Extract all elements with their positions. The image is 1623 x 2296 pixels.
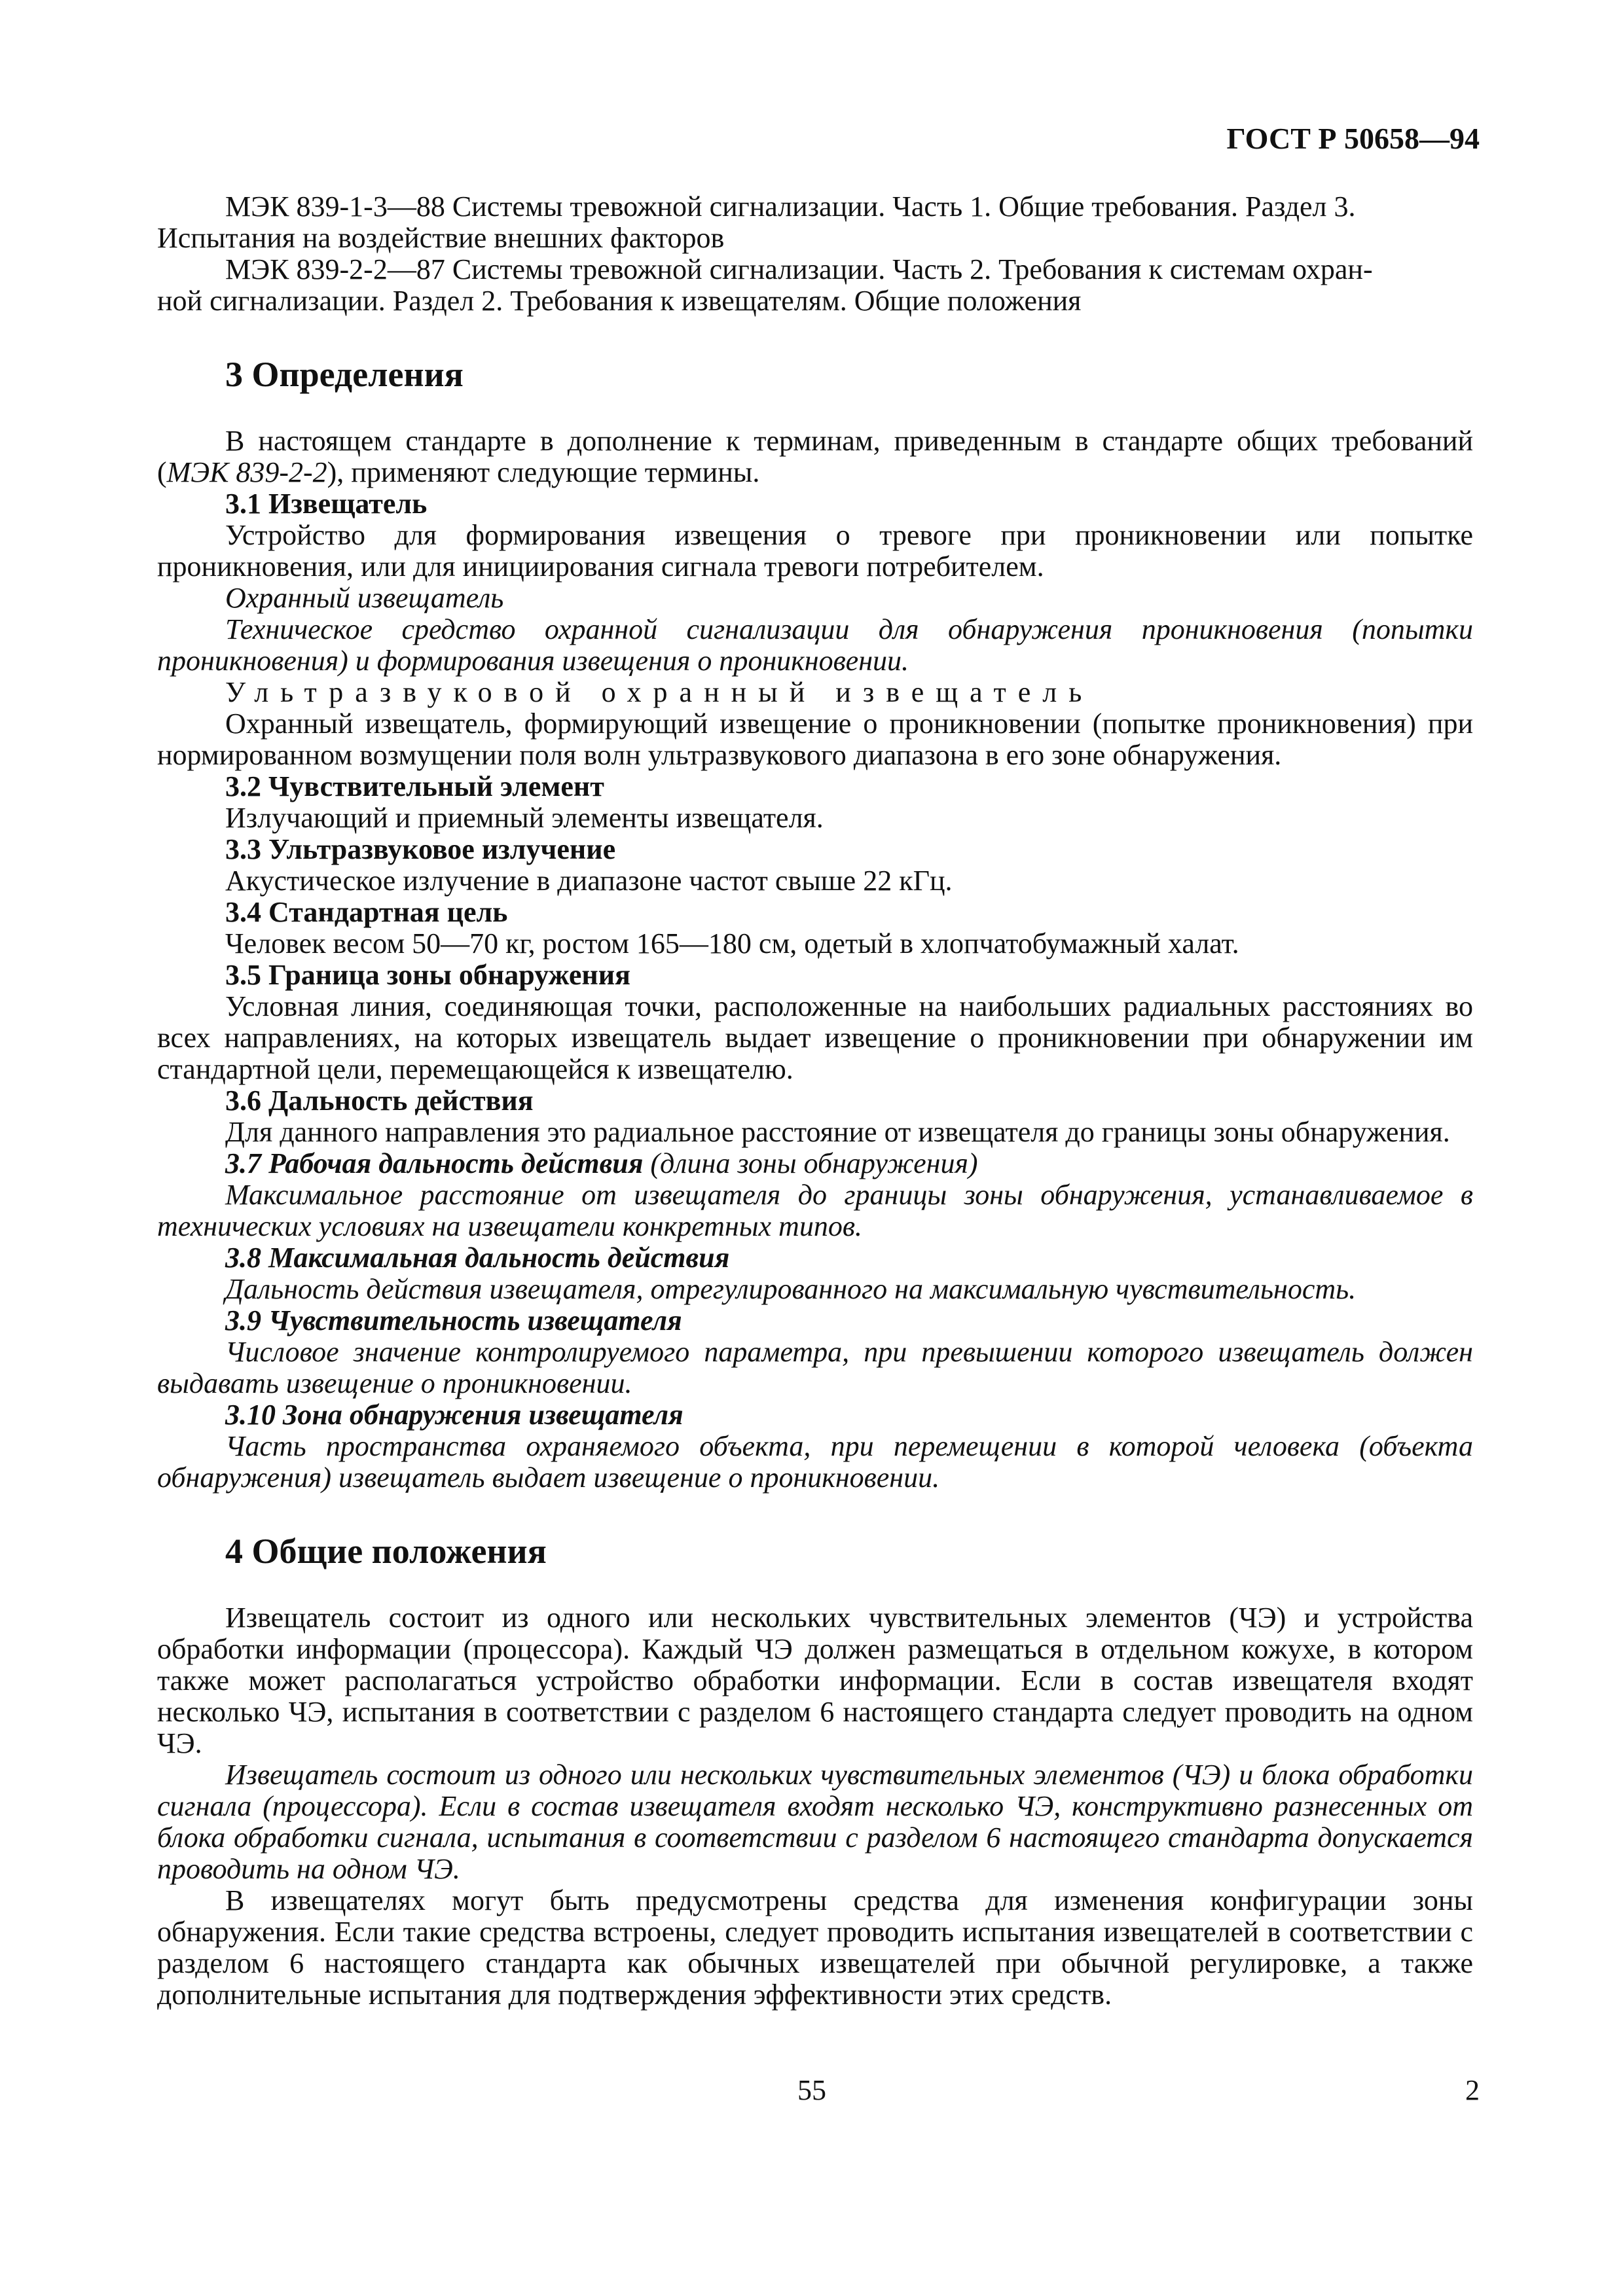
- term-3-1-sub-text: Техническое средство охранной сигнализации для обнаружения проникновения (попытки проникновения) и формирования извещения о проникновении.: [157, 613, 1473, 677]
- reference-2-line2: ной сигнализации. Раздел 2. Требования к извещателям. Общие положения: [157, 285, 1082, 317]
- term-3-1-title: 3.1 Извещатель: [225, 488, 428, 520]
- term-3-9-title: 3.9 Чувствительность извещателя: [225, 1304, 682, 1336]
- sheet-number: 2: [1465, 2074, 1480, 2106]
- page-body: [157, 191, 1473, 2011]
- term-3-4-title: 3.4 Стандартная цель: [225, 896, 508, 928]
- section-4-paragraph-3: В извещателях могут быть предусмотрены средства для изменения конфигурации зоны обнаружения. Если такие средства встроены, следует проводить испытания извещателей в соответствии с разделом 6 настоящего стандарта как обычных извещателей при обычной регулировке, а также дополнительные испытания для подтверждения эффективности этих средств.: [157, 1884, 1473, 2011]
- term-3-5-text: Условная линия, соединяющая точки, расположенные на наибольших радиальных расстояниях во всех направлениях, на которых извещатель выдает извещение о проникновении при обнаружении им стандартной цели, перемещающейся к извещателю.: [157, 990, 1473, 1085]
- term-3-10-text: Часть пространства охраняемого объекта, при перемещении в которой человека (объекта обнаружения) извещатель выдает извещение о проникновении.: [157, 1430, 1473, 1494]
- term-3-7-text: Максимальное расстояние от извещателя до границы зоны обнаружения, устанавливаемое в технических условиях на извещатели конкретных типов.: [157, 1179, 1473, 1242]
- page-number: 55: [797, 2074, 826, 2106]
- intro-reference: МЭК 839-2-2: [166, 456, 327, 488]
- section-4-paragraph-2: Извещатель состоит из одного или нескольких чувствительных элементов (ЧЭ) и блока обработки сигнала (процессора). Если в состав извещателя входят несколько ЧЭ, конструктивно разнесенных от блока обработки сигнала, испытания в соответствии с разделом 6 настоящего стандарта допускается проводить на одном ЧЭ.: [157, 1759, 1473, 1885]
- intro-text-a: В настоящем стандарте в дополнение к терминам, приведенным в стандарте общих требований (: [157, 425, 1473, 488]
- section-4-heading: 4 Общие положения: [225, 1532, 547, 1571]
- term-3-7-title: 3.7 Рабочая дальность действия: [225, 1147, 644, 1179]
- term-3-2-text: Излучающий и приемный элементы извещателя.: [225, 802, 824, 834]
- term-3-7-title-note: (длина зоны обнаружения): [643, 1147, 978, 1179]
- reference-1-line2: Испытания на воздействие внешних факторов: [157, 222, 725, 254]
- term-3-6-title: 3.6 Дальность действия: [225, 1085, 534, 1117]
- term-3-3-title: 3.3 Ультразвуковое излучение: [225, 833, 616, 865]
- document-code: ГОСТ Р 50658—94: [1226, 122, 1480, 155]
- term-3-4-text: Человек весом 50—70 кг, ростом 165—180 см, одетый в хлопчатобумажный халат.: [225, 927, 1239, 960]
- reference-2-line1: МЭК 839-2-2—87 Системы тревожной сигнализации. Часть 2. Требования к системам охран-: [225, 253, 1373, 285]
- term-3-9-text: Числовое значение контролируемого параметра, при превышении которого извещатель должен выдавать извещение о проникновении.: [157, 1336, 1473, 1399]
- section-3-intro: [157, 425, 1473, 488]
- term-3-1-sub-title: Охранный извещатель: [225, 582, 504, 614]
- term-3-6-text: Для данного направления это радиальное расстояние от извещателя до границы зоны обнаружения.: [225, 1116, 1450, 1148]
- term-3-5-title: 3.5 Граница зоны обнаружения: [225, 959, 630, 991]
- term-3-1-sub2-text: Охранный извещатель, формирующий извещение о проникновении (попытке проникновения) при нормированном возмущении поля волн ультразвукового диапазона в его зоне обнаружения.: [157, 708, 1473, 771]
- term-3-1-text: Устройство для формирования извещения о тревоге при проникновении или попытке проникновения, или для инициирования сигнала тревоги потребителем.: [157, 519, 1473, 583]
- term-3-8-title: 3.8 Максимальная дальность действия: [225, 1242, 730, 1274]
- reference-1-line1: МЭК 839-1-3—88 Системы тревожной сигнализации. Часть 1. Общие требования. Раздел 3.: [225, 190, 1356, 223]
- term-3-1-sub2-title: Ультразвуковой охранный извещатель: [225, 676, 1094, 708]
- intro-text-b: ), применяют следующие термины.: [327, 456, 760, 488]
- term-3-3-text: Акустическое излучение в диапазоне частот свыше 22 кГц.: [225, 865, 953, 897]
- section-3-heading: 3 Определения: [225, 355, 464, 394]
- section-4-paragraph-1: Извещатель состоит из одного или нескольких чувствительных элементов (ЧЭ) и устройства обработки информации (процессора). Каждый ЧЭ должен размещаться в отдельном кожухе, в котором также может располагаться устройство обработки информации. Если в состав извещателя входят несколько ЧЭ, испытания в соответствии с разделом 6 настоящего стандарта следует проводить на одном ЧЭ.: [157, 1602, 1473, 1759]
- term-3-8-text: Дальность действия извещателя, отрегулированного на максимальную чувствительность.: [225, 1273, 1357, 1305]
- term-3-7-title-line: [157, 1148, 1473, 1179]
- term-3-10-title: 3.10 Зона обнаружения извещателя: [225, 1399, 684, 1431]
- term-3-2-title: 3.2 Чувствительный элемент: [225, 770, 604, 802]
